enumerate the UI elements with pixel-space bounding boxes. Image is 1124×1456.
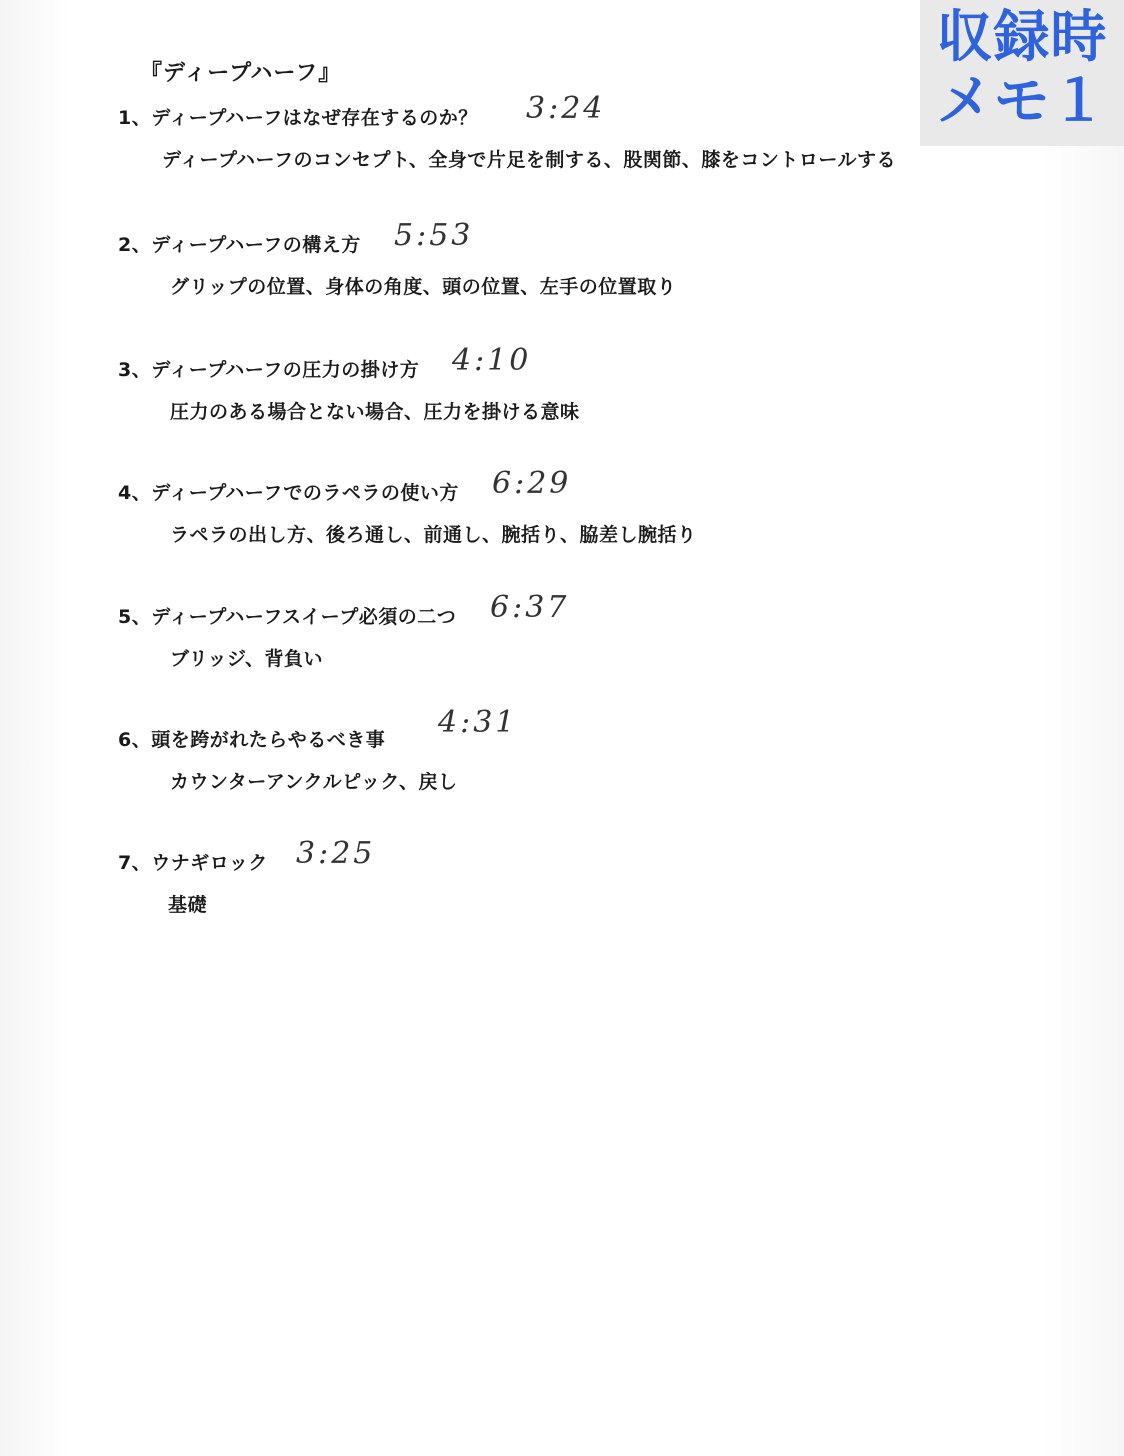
section-detail: グリップの位置、身体の角度、頭の位置、左手の位置取り	[170, 276, 677, 298]
badge-line-1: 収録時	[936, 5, 1108, 70]
section-heading: 4、ディープハーフでのラペラの使い方	[118, 482, 459, 504]
handwritten-time: 3:24	[526, 91, 606, 126]
handwritten-time: 6:37	[490, 590, 570, 625]
handwritten-time: 4:31	[438, 705, 518, 740]
section-heading: 2、ディープハーフの構え方	[118, 234, 361, 256]
section-detail: 圧力のある場合とない場合、圧力を掛ける意味	[170, 401, 580, 423]
section-detail: ブリッジ、背負い	[170, 648, 323, 670]
section-heading: 6、頭を跨がれたらやるべき事	[118, 729, 386, 751]
recording-memo-badge	[920, 0, 1124, 146]
section-detail: ラペラの出し方、後ろ通し、前通し、腕括り、脇差し腕括り	[170, 524, 697, 546]
handwritten-time: 4:10	[452, 343, 532, 378]
section-heading: 3、ディープハーフの圧力の掛け方	[118, 359, 420, 381]
badge-line-2: メモ１	[936, 69, 1108, 134]
section-heading: 7、ウナギロック	[118, 852, 268, 874]
section-detail: カウンターアンクルピック、戻し	[170, 771, 458, 793]
document-title: 『ディープハーフ』	[140, 61, 342, 86]
handwritten-time: 6:29	[492, 466, 572, 501]
handwritten-time: 5:53	[394, 218, 474, 253]
section-heading: 1、ディープハーフはなぜ存在するのか？	[118, 107, 478, 129]
section-detail: 基礎	[168, 894, 208, 916]
handwritten-time: 3:25	[296, 836, 376, 871]
section-heading: 5、ディープハーフスイープ必須の二つ	[118, 606, 457, 628]
section-detail: ディープハーフのコンセプト、全身で片足を制する、股関節、膝をコントロールする	[162, 149, 896, 171]
